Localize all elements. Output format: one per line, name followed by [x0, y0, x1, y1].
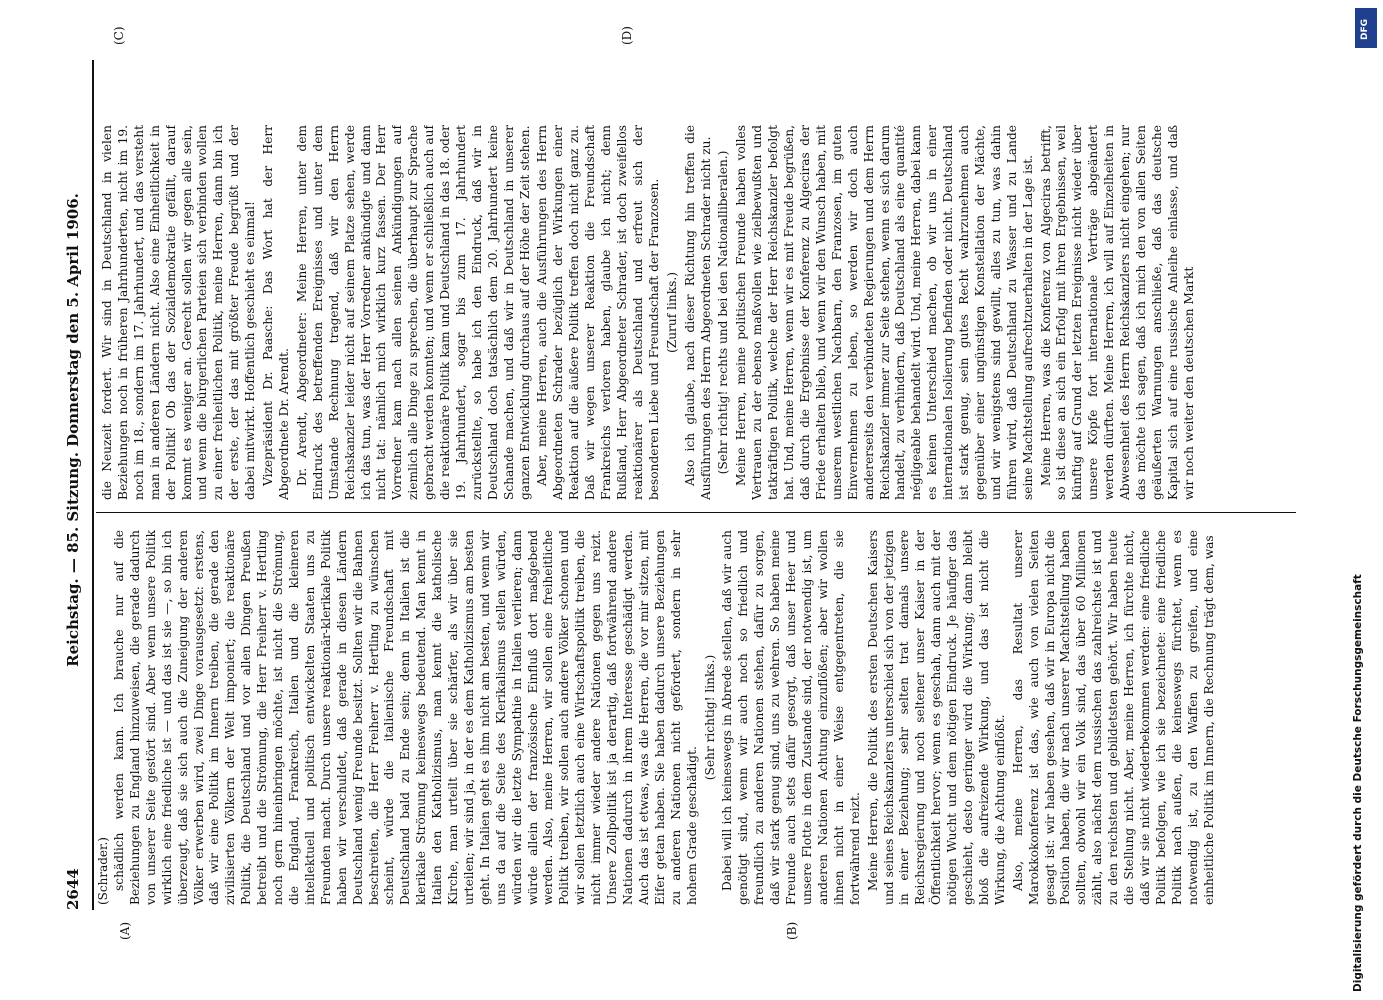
dfg-logo-icon — [1355, 8, 1377, 48]
paragraph: die Neuzeit fordert. Wir sind in Deutschland in vielen Beziehungen noch in früheren Jahrhunderten, nicht im 19. noch im 18., sondern im 17. Jahrhundert, und das versteht man in anderen Ländern nicht. Also eine Einheitlichkeit in der Politik! Ob das der Sozialdemokratie gefällt, darauf kommt es weniger an. Gerecht sollen wir gegen alle sein, und wenn die bürgerlichen Parteien sich verbinden wollen zu einer freiheitlichen Politik, meine Herren, dann bin ich der erste, der das mit größter Freude begrüßt und der dabei mitwirkt. Hoffentlich geschieht es einmal! — [100, 125, 258, 500]
paragraph: schädlich werden kann. Ich brauche nur auf die Beziehungen zu England hinzuweisen, die gerade dadurch von unserer Seite gestört sind. Aber wenn unsere Politik wirklich eine friedliche ist — und das ist sie —, so bin ich überzeugt, daß sie sich auch die Zuneigung der anderen Völker erwerben wird, zwei Dinge vorausgesetzt: erstens, daß wir eine Politik im Innern treiben, die gerade den zivilisierten Völkern der Welt imponiert; die reaktionäre Politik, die Deutschland und vor allen Dingen Preußen betreibt und die Strömung, die Herr Freiherr v. Hertling noch gern hineinbringen möchte, ist nicht die Strömung, die England, Frankreich, Italien und die kleineren intellektuell und politisch entwickelten Staaten uns zu Freunden macht. Durch unsere reaktionär-klerikale Politik haben wir verschuldet, daß gerade in diesen Ländern Deutschland wenig Freunde besitzt. Sollten wir die Bahnen beschreiten, die Herr Freiherr v. Hertling zu wünschen scheint, würde die italienische Freundschaft mit Deutschland bald zu Ende sein; denn in Italien ist die klerikale Strömung keineswegs bedeutend. Man kennt in Italien den Katholizismus, man kennt die katholische Kirche, man urteilt über sie schärfer, als wir über sie urteilen; wir sind ja, in der es dem Katholizismus am besten geht. In Italien geht es ihm nicht am besten, und wenn wir uns da auf die Seite des Klerikalismus stellen würden, würden wir die letzte Sympathie in Italien verlieren; dann würde allein der französische Einfluß dort maßgebend werden. Also, meine Herren, wir sollen eine freiheitliche Politik treiben, wir sollen auch andere Völker schonen und wir sollen letztlich auch eine Wirtschaftspolitik treiben, die nicht immer wieder andere Nationen gegen uns reizt. Unsere Zollpolitik ist ja derartig, daß fortwährend andere Nationen dadurch in ihrem Interesse geschädigt werden. Auch das ist etwas, was die Herren, die vor mir sitzen, mit Eifer getan haben. Sie haben dadurch unsere Beziehungen zu anderen Nationen nicht gefördert, sondern in sehr hohem Grade geschädigt. — [112, 530, 699, 905]
interjection: (Zuruf links.) — [664, 271, 679, 354]
paragraph: Dabei will ich keineswegs in Abrede stellen, daß wir auch genötigt sind, wenn wir auch noch so friedlich und freundlich zu anderen Nationen stehen, dafür zu sorgen, daß wir stark genug sind, uns zu wehren. So haben meine Freunde auch stets dafür gesorgt, daß unser Heer und unsere Flotte in dem Zustande sind, der notwendig ist, um anderen Nationen Achtung einzuflößen; aber wir wollen ihnen nicht in einer Weise entgegentreten, die sie fortwährend reizt. — [720, 530, 862, 905]
paragraph: Meine Herren, meine politischen Freunde haben volles Vertrauen zu der ebenso maßvollen wie zielbewußten und tatkräftigen Politik, welche der Herr Reichskanzler befolgt hat. Und, meine Herren, wenn wir es mit Freude begrüßen, daß durch die Ergebnisse der Konferenz zu Algeciras der Friede erhalten blieb, und wenn wir den Wunsch haben, mit unserem westlichen Nachbarn, den Franzosen, im guten Einvernehmen zu leben, so werden wir doch auch andererseits den verbündeten Regierungen und dem Herrn Reichskanzler immer zur Seite stehen, wenn es sich darum handelt, zu verhindern, daß Deutschland als eine quantité négligeable behandelt wird. Und, meine Herren, dabei kann es keinen Unterschied machen, ob wir uns in einer internationalen Isolierung befinden oder nicht. Deutschland ist stark genug, sein gutes Recht wahrzunehmen auch gegenüber einer ungünstigen Konstellation der Mächte, und wir wenigstens sind gewillt, alles zu tun, was dahin führen wird, daß Deutschland zu Wasser und zu Lande seine Machtstellung aufrechtzuerhalten in der Lage ist. — [734, 125, 1035, 500]
speaker-reference: (Schrader.) — [96, 837, 110, 905]
page-title: Reichstag. — 85. Sitzung. Donnerstag den 5. April 1906. — [64, 193, 82, 667]
column-divider — [96, 512, 1296, 513]
margin-marker-a: (A) — [118, 921, 132, 940]
paragraph: Meine Herren, was die Konferenz von Algeciras betrifft, so ist diese an sich ein Erfolg mit ihren Ergebnissen, weil künftig auf Grund der letzten Ereignisse nicht wieder über unsere Köpfe fort internationale Verträge abgeändert werden dürften. Meine Herren, ich will auf Einzelheiten in Abwesenheit des Herrn Reichskanzlers nicht eingehen; nur das möchte ich sagen, daß ich mich den von allen Seiten geäußerten Warnungen anschließe, daß das deutsche Kapital sich auf eine russische Anleihe einlasse, und daß wir noch weiter den deutschen Markt — [1038, 125, 1196, 500]
interjection: (Sehr richtig! links.) — [702, 654, 717, 781]
paragraph: Meine Herren, die Politik des ersten Deutschen Kaisers und seines Reichskanzlers unterschied sich von der jetzigen in einer Beziehung; sehr selten trat damals unsere Reichsregierung und noch seltener unser Kaiser in der Öffentlichkeit hervor; wenn es geschah, dann auch mit der nötigen Wucht und dem nötigen Eindruck. Je häufiger das geschieht, desto geringer wird die Wirkung; dann bleibt bloß die aufreizende Wirkung, und das ist nicht die Wirkung, die Achtung einflößt. — [865, 530, 1007, 905]
paragraph: Dr. Arendt, Abgeordneter: Meine Herren, unter dem Eindruck des betreffenden Ereignisses und unter dem Umstande Rechnung tragend, daß wir den Herrn Reichskanzler leider nicht auf seinem Platze sehen, werde ich das tun, was der Herr Vorredner ankündigte und dann nicht tat: nämlich mich wirklich kurz fassen. Der Herr Vorredner kam nach allen seinen Ankündigungen auf ziemlich alle Dinge zu sprechen, die überhaupt zur Sprache gebracht werden konnten; und wenn er schließlich auch auf die reaktionäre Politik kam und Deutschland in das 18. oder 19. Jahrhundert, sogar bis zum 17. Jahrhundert zurückstellte, so habe ich den Eindruck, daß wir in Deutschland doch tatsächlich dem 20. Jahrhundert keine Schande machen, und daß wir in Deutschland in unserer ganzen Entwicklung durchaus auf der Höhe der Zeit stehen. — [294, 125, 532, 500]
interjection: (Sehr richtig! rechts und bei den Nationalliberalen.) — [716, 150, 731, 475]
paragraph: Also, meine Herren, das Resultat unserer Marokkokonferenz ist das, wie auch von vielen Seiten gesagt ist: wir haben gesehen, daß wir in Europa nicht die Position haben, die wir nach unserer Machtstellung haben sollten, obwohl wir ein Volk sind, das über 60 Millionen zählt, also nächst dem russischen das zahlreichste ist und zu den reichsten und gebildetsten gehört. Wir haben heute die Stellung nicht. Aber, meine Herren, ich fürchte nicht, daß wir sie nicht wiederbekommen werden: eine friedliche Politik befolgen, wie ich sie bezeichnete: eine friedliche Politik nach außen, die keineswegs fürchtet, wenn es notwendig ist, zu den Waffen zu greifen, und eine einheitliche Politik im Innern, die Rechnung trägt dem, was — [1010, 530, 1216, 905]
page-header — [60, 40, 90, 910]
vice-president-statement: Vizepräsident Dr. Paasche: Das Wort hat der Herr Abgeordnete Dr. Arendt. — [261, 125, 291, 500]
header-rule — [92, 60, 94, 910]
digitization-footer — [1330, 8, 1380, 992]
page-number: 2644 — [64, 868, 82, 910]
dfg-logo-text: DFG — [1360, 18, 1370, 40]
margin-marker-d: (D) — [620, 26, 634, 45]
margin-marker-b: (B) — [785, 921, 799, 940]
margin-marker-c: (C) — [112, 26, 126, 45]
digitization-note: Digitalisierung gefördert durch die Deutsche Forschungsgemeinschaft — [1352, 574, 1364, 992]
right-column — [100, 125, 1292, 500]
paragraph: Also ich glaube, nach dieser Richtung hin treffen die Ausführungen des Herrn Abgeordneten Schrader nicht zu. — [682, 125, 713, 500]
left-column — [112, 530, 1292, 905]
paragraph: Aber, meine Herren, auch die Ausführungen des Herrn Abgeordneten Schrader bezüglich der Wirkungen einer Reaktion auf die äußere Politik treffen doch nicht ganz zu. Daß wir wegen unserer Reaktion die Freundschaft Frankreichs verloren haben, glaube ich nicht; denn Rußland, Herr Abgeordneter Schrader, ist doch zweifellos reaktionärer als Deutschland und erfreut sich der besonderen Liebe und Freundschaft der Franzosen. — [535, 125, 661, 500]
